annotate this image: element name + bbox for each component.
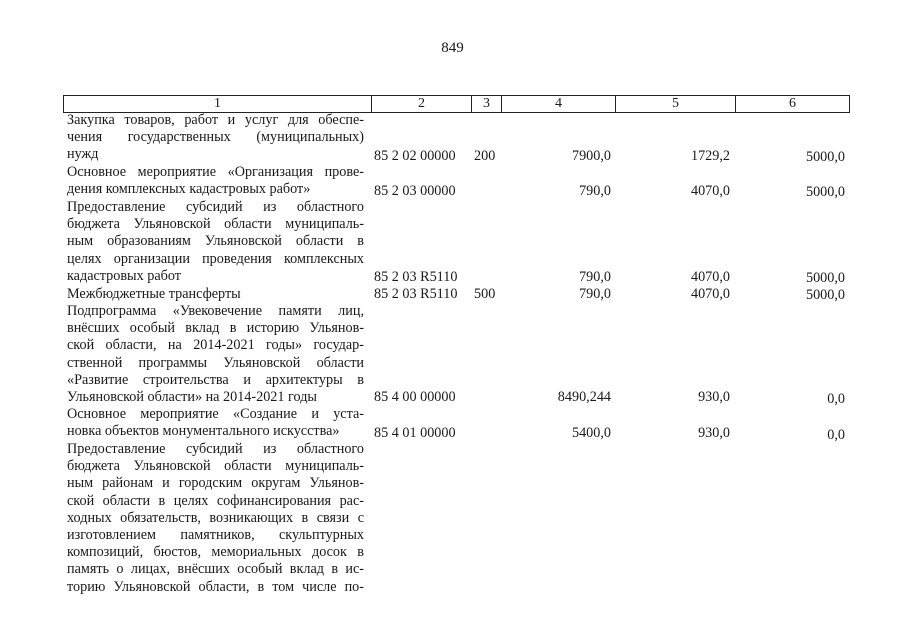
header-col-6: 6 xyxy=(735,95,850,113)
row-code: 85 2 03 R5110 xyxy=(374,286,458,302)
description-line: торию Ульяновской области, в том числе по- xyxy=(67,578,364,595)
description-line: бюджета Ульяновской области муниципаль- xyxy=(67,458,364,475)
row-value-col4: 790,0 xyxy=(579,183,611,199)
description-line: Подпрограмма «Увековечение памяти лиц, xyxy=(67,303,364,319)
row-value-col4: 790,0 xyxy=(579,286,611,302)
description-line: дения комплексных кадастровых работ» xyxy=(67,181,311,198)
row-value-col5: 1729,2 xyxy=(690,148,730,164)
table-header xyxy=(63,95,850,113)
description-line: Межбюджетные трансферты xyxy=(67,286,241,302)
description-line: Основное мероприятие «Создание и уста- xyxy=(67,406,364,422)
row-value-col5: 4070,0 xyxy=(690,269,730,285)
description-line: Закупка товаров, работ и услуг для обеспе- xyxy=(67,112,364,128)
header-col-4: 4 xyxy=(501,95,615,113)
row-value-col5: 4070,0 xyxy=(690,183,730,199)
description-line: внёсших особый вклад в историю Ульянов- xyxy=(67,320,364,337)
row-value-col6: 5000,0 xyxy=(805,287,845,303)
description-line: Предоставление субсидий из областного xyxy=(67,199,364,215)
row-description xyxy=(67,286,364,303)
row-value-col5: 4070,0 xyxy=(690,286,730,302)
row-value-col5: 930,0 xyxy=(698,389,730,405)
description-line: ственной программы Ульяновской области xyxy=(67,354,364,371)
header-col-3: 3 xyxy=(471,95,501,113)
row-value-col6: 5000,0 xyxy=(805,149,845,165)
header-col-2: 2 xyxy=(371,95,471,113)
row-value-col4: 790,0 xyxy=(579,269,611,285)
description-line: Предоставление субсидий из областного xyxy=(67,441,364,457)
row-description xyxy=(67,441,364,596)
row-value-col5: 930,0 xyxy=(698,425,730,441)
description-line: Основное мероприятие «Организация прове- xyxy=(67,164,364,180)
row-description xyxy=(67,112,364,164)
description-line: чения государственных (муниципальных) xyxy=(67,129,364,146)
row-value-col4: 7900,0 xyxy=(571,148,611,164)
row-value-col6: 5000,0 xyxy=(805,270,845,286)
row-description xyxy=(67,406,364,440)
description-line: ным образованиям Ульяновской области в xyxy=(67,233,364,250)
description-line: ской области в целях софинансирования рас- xyxy=(67,492,364,509)
row-description xyxy=(67,303,364,406)
description-line: ходных обязательств, возникающих в связи с xyxy=(67,509,364,526)
row-value-col6: 0,0 xyxy=(827,427,845,443)
description-line: память о лицах, внёсших особый вклад в ис- xyxy=(67,561,364,578)
page-number: 849 xyxy=(441,40,464,56)
description-line: нужд xyxy=(67,146,99,163)
row-value-col4: 5400,0 xyxy=(571,425,611,441)
row-description xyxy=(67,164,364,198)
row-value-col4: 8490,244 xyxy=(557,389,611,405)
description-line: композиций, бюстов, мемориальных досок в xyxy=(67,544,364,561)
description-line: ской области, на 2014-2021 годы» государ- xyxy=(67,337,364,354)
row-value-col6: 0,0 xyxy=(827,391,845,407)
row-expense-type: 200 xyxy=(474,148,496,164)
description-line: целях организации проведения комплексных xyxy=(67,250,364,267)
row-code: 85 2 02 00000 xyxy=(374,148,456,164)
header-col-5: 5 xyxy=(615,95,735,113)
row-code: 85 4 01 00000 xyxy=(374,425,456,441)
description-line: «Развитие строительства и архитектуры в xyxy=(67,371,364,388)
description-line: Ульяновской области» на 2014-2021 годы xyxy=(67,389,317,406)
description-line: ным районам и городским округам Ульянов- xyxy=(67,475,364,492)
description-line: изготовлением памятников, скульптурных xyxy=(67,527,364,544)
description-line: кадастровых работ xyxy=(67,267,181,284)
row-value-col6: 5000,0 xyxy=(805,184,845,200)
header-col-1: 1 xyxy=(63,95,371,113)
description-line: бюджета Ульяновской области муниципаль- xyxy=(67,216,364,233)
row-code: 85 2 03 00000 xyxy=(374,183,456,199)
description-line: новка объектов монументального искусства» xyxy=(67,423,340,440)
row-code: 85 4 00 00000 xyxy=(374,389,456,405)
row-code: 85 2 03 R5110 xyxy=(374,269,458,285)
row-description xyxy=(67,199,364,285)
row-expense-type: 500 xyxy=(474,286,496,302)
